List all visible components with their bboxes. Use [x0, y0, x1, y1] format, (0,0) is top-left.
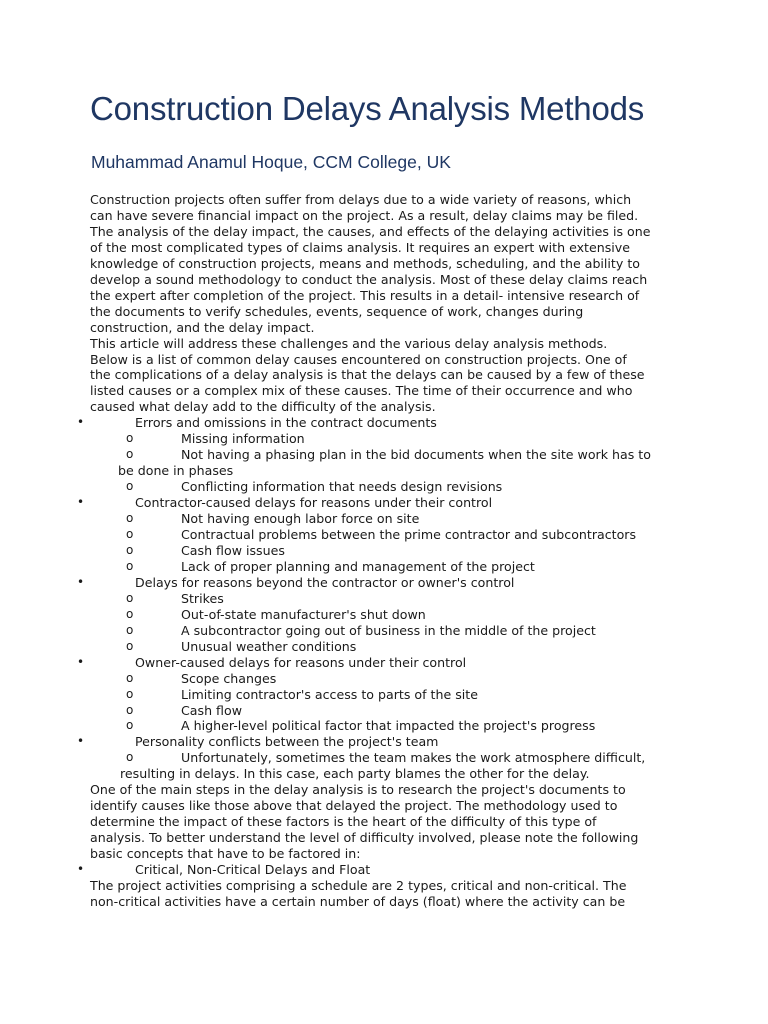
paragraph-line: The project activities comprising a schedule are 2 types, critical and non-critical. The [90, 877, 627, 893]
author-line: Muhammad Anamul Hoque, CCM College, UK [91, 152, 451, 172]
document-body [0, 192, 768, 910]
sub-item-text: Unfortunately, sometimes the team makes the work atmosphere difficult, [181, 750, 646, 766]
sub-bullet-icon: o [126, 479, 134, 494]
sub-item [0, 447, 768, 479]
concept-item [0, 862, 768, 878]
paragraph-line: non-critical activities have a certain number of days (float) where the activity can be [90, 893, 626, 909]
paragraph-line: Below is a list of common delay causes encountered on construction projects. One of [90, 351, 627, 367]
float-paragraph [90, 878, 676, 910]
sub-item-text: Strikes [181, 590, 224, 606]
document-title: Construction Delays Analysis Methods [90, 90, 645, 127]
sub-item [0, 607, 768, 623]
sub-item [0, 718, 768, 734]
sub-bullet-icon: o [126, 638, 134, 653]
sub-bullet-icon: o [126, 542, 134, 557]
sub-bullet-icon: o [126, 670, 134, 685]
sub-bullet-icon: o [126, 718, 134, 733]
sub-item [0, 479, 768, 495]
sub-bullet-icon: o [126, 686, 134, 701]
sub-item [0, 511, 768, 527]
sub-bullet-icon: o [126, 558, 134, 573]
cause-item [0, 415, 768, 431]
sub-item-text: Cash flow [181, 702, 242, 718]
paragraph-line: Construction projects often suffer from delays due to a wide variety of reasons, which [90, 192, 632, 207]
sub-item-text: A subcontractor going out of business in the middle of the project [181, 622, 596, 638]
sub-bullet-icon: o [126, 750, 134, 765]
bullet-icon: • [77, 734, 85, 749]
sub-item-text: Unusual weather conditions [181, 638, 357, 654]
concepts-list [0, 862, 768, 878]
paragraph-line: knowledge of construction projects, means and methods, scheduling, and the ability to [90, 255, 640, 271]
methodology-paragraph [90, 782, 676, 862]
cause-item [0, 734, 768, 750]
bullet-icon: • [77, 495, 85, 510]
sub-item-continuation: resulting in delays. In this case, each party blames the other for the delay. [120, 766, 590, 782]
sub-item-continuation: be done in phases [118, 463, 234, 479]
concept-heading: Critical, Non-Critical Delays and Float [135, 862, 371, 878]
sub-bullet-icon: o [126, 702, 134, 717]
sub-bullet-icon: o [126, 431, 134, 446]
sub-bullet-icon: o [126, 511, 134, 526]
paragraph-line: This article will address these challenges and the various delay analysis methods. [90, 335, 608, 351]
bullet-icon: • [77, 654, 85, 669]
sub-item [0, 559, 768, 575]
cause-label: Errors and omissions in the contract documents [135, 415, 437, 431]
paragraph-line: the documents to verify schedules, events, sequence of work, changes during [90, 303, 584, 319]
sub-item [0, 431, 768, 447]
sub-bullet-icon: o [126, 622, 134, 637]
bullet-icon: • [77, 574, 85, 589]
sub-item-text: Cash flow issues [181, 542, 285, 558]
cause-label: Delays for reasons beyond the contractor or owner's control [135, 574, 515, 590]
sub-bullet-icon: o [126, 606, 134, 621]
paragraph-line: basic concepts that have to be factored in: [90, 846, 361, 862]
sub-item [0, 750, 768, 782]
paragraph-line: of the most complicated types of claims analysis. It requires an expert with extensive [90, 239, 630, 255]
paragraph-line: identify causes like those above that delayed the project. The methodology used to [90, 798, 618, 814]
cause-label: Personality conflicts between the project's team [135, 734, 439, 750]
cause-label: Contractor-caused delays for reasons under their control [135, 495, 493, 511]
sub-item [0, 639, 768, 655]
sub-item [0, 623, 768, 639]
sub-bullet-icon: o [126, 447, 134, 462]
sub-item-text: A higher-level political factor that impacted the project's progress [181, 718, 596, 734]
sub-item [0, 687, 768, 703]
paragraph-line: analysis. To better understand the level of difficulty involved, please note the following [90, 830, 639, 846]
sub-item-text: Out-of-state manufacturer's shut down [181, 606, 426, 622]
paragraph-line: listed causes or a complex mix of these causes. The time of their occurrence and who [90, 383, 633, 399]
sub-item-text: Scope changes [181, 670, 277, 686]
intro-paragraph [90, 192, 676, 415]
sub-item-text: Limiting contractor's access to parts of the site [181, 686, 478, 702]
bullet-icon: • [77, 415, 85, 430]
paragraph-line: the complications of a delay analysis is that the delays can be caused by a few of these [90, 367, 645, 383]
sub-item-text: Contractual problems between the prime contractor and subcontractors [181, 527, 637, 543]
paragraph-line: develop a sound methodology to conduct the analysis. Most of these delay claims reach [90, 271, 648, 287]
sub-item-text: Not having a phasing plan in the bid documents when the site work has to [181, 447, 651, 463]
sub-item [0, 703, 768, 719]
sub-item [0, 591, 768, 607]
cause-label: Owner-caused delays for reasons under their control [135, 654, 467, 670]
paragraph-line: The analysis of the delay impact, the causes, and effects of the delaying activities is one [90, 223, 651, 239]
bullet-icon: • [77, 862, 85, 877]
paragraph-line: determine the impact of these factors is the heart of the difficulty of this type of [90, 814, 597, 830]
sub-item [0, 527, 768, 543]
sub-item [0, 543, 768, 559]
sub-bullet-icon: o [126, 590, 134, 605]
cause-item [0, 575, 768, 591]
cause-item [0, 655, 768, 671]
sub-item-text: Conflicting information that needs design revisions [181, 479, 503, 495]
sub-item-text: Missing information [181, 431, 305, 447]
sub-item-text: Lack of proper planning and management of the project [181, 558, 535, 574]
paragraph-line: One of the main steps in the delay analysis is to research the project's documents to [90, 782, 626, 798]
sub-item-text: Not having enough labor force on site [181, 511, 420, 527]
paragraph-line: construction, and the delay impact. [90, 319, 315, 335]
cause-item [0, 495, 768, 511]
paragraph-line: can have severe financial impact on the project. As a result, delay claims may be filed. [90, 207, 639, 223]
sub-item [0, 671, 768, 687]
delay-causes-list [0, 415, 768, 782]
paragraph-line: the expert after completion of the project. This results in a detail- intensive research of [90, 287, 640, 303]
sub-bullet-icon: o [126, 527, 134, 542]
paragraph-line: caused what delay add to the difficulty of the analysis. [90, 399, 436, 415]
